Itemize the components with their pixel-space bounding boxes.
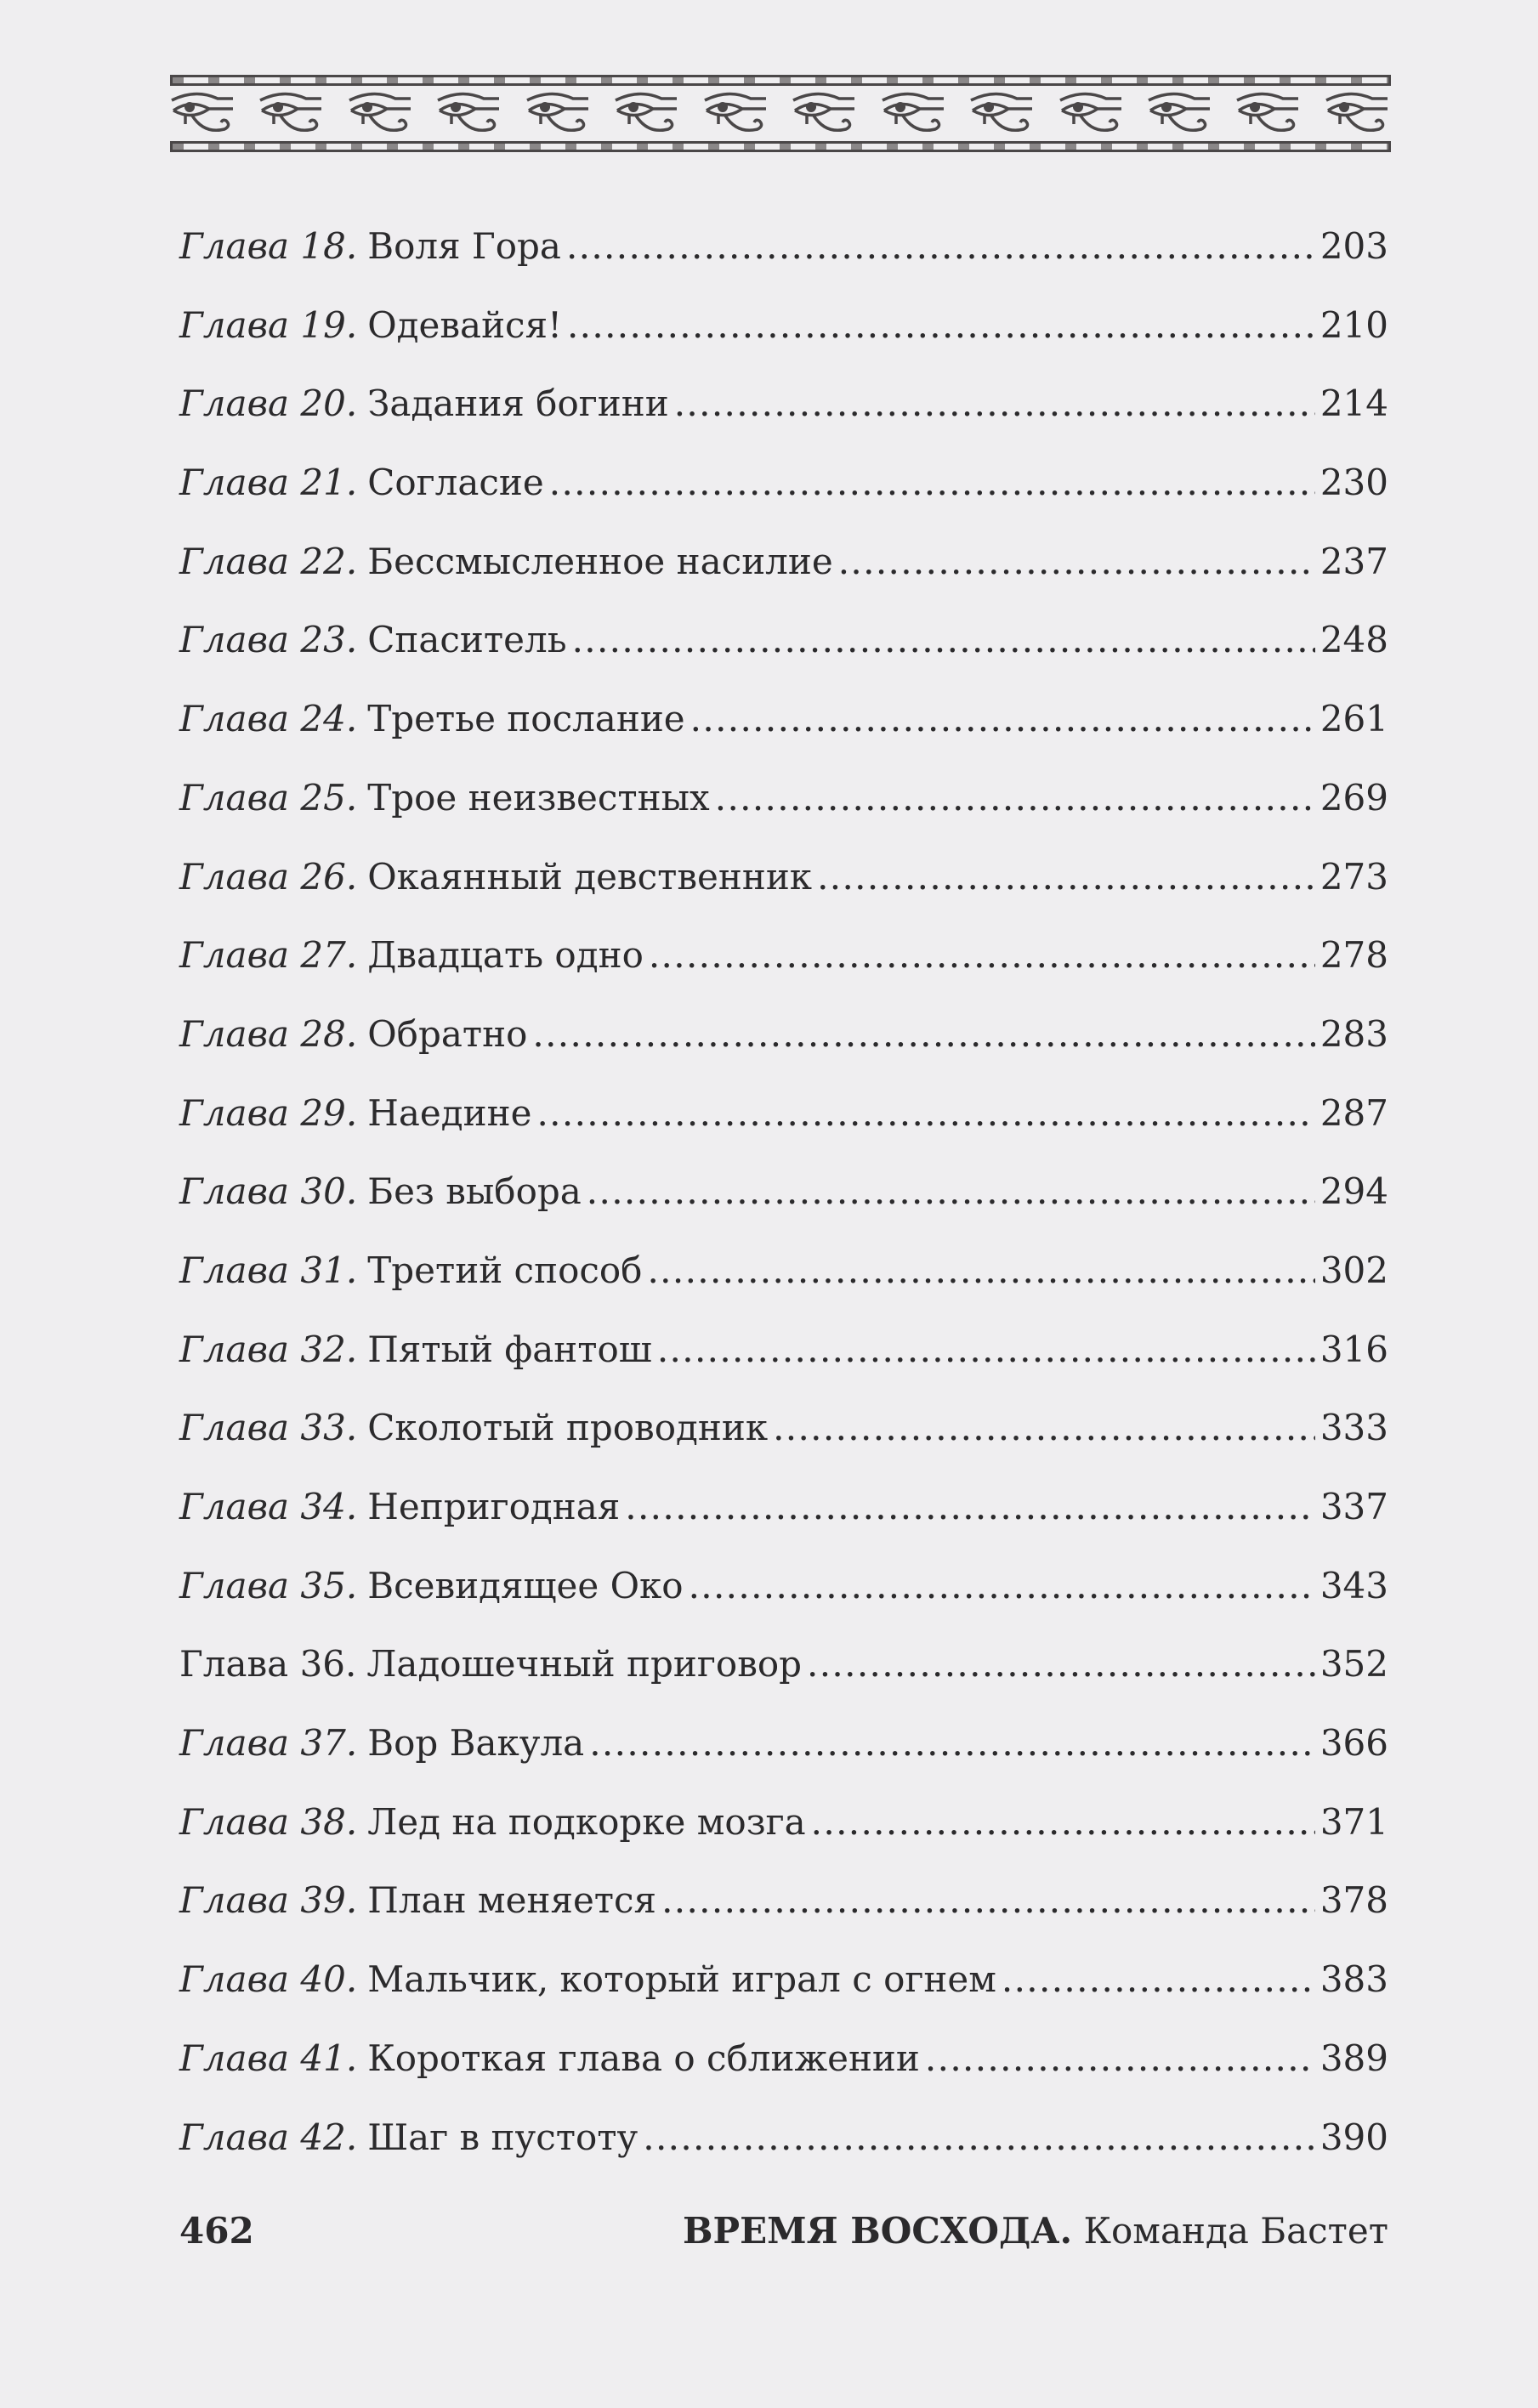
dot-leader — [661, 1879, 1315, 1921]
toc-entry — [179, 2116, 1388, 2196]
chapter-label: Глава 27. — [179, 934, 358, 977]
toc-entry — [179, 777, 1388, 856]
chapter-title: Окаянный девственник — [367, 855, 813, 898]
dot-leader — [690, 698, 1315, 739]
eye-of-horus-icon — [258, 90, 325, 139]
toc-entry — [179, 225, 1388, 304]
chapter-title: Двадцать одно — [367, 934, 644, 977]
dot-leader — [811, 1801, 1315, 1843]
chapter-title: Мальчик, который играл с огнем — [367, 1958, 996, 2001]
chapter-page: 333 — [1320, 1407, 1388, 1449]
toc-entry — [179, 856, 1388, 935]
chapter-label: Глава 38. — [179, 1800, 358, 1843]
chapter-label: Глава 30. — [179, 1170, 358, 1213]
book-title: ВРЕМЯ ВОСХОДА. — [683, 2210, 1073, 2252]
toc-entry — [179, 1486, 1388, 1565]
chapter-title: Трое неизвестных — [367, 776, 710, 819]
chapter-page: 269 — [1320, 776, 1388, 819]
chapter-label: Глава 34. — [179, 1486, 358, 1527]
chapter-page: 352 — [1320, 1643, 1388, 1686]
table-of-contents — [179, 225, 1388, 2195]
chapter-title: Третье послание — [367, 698, 685, 740]
dot-leader — [817, 856, 1315, 898]
toc-entry — [179, 1249, 1388, 1329]
chapter-title: Наедине — [367, 1091, 532, 1134]
toc-entry — [179, 1565, 1388, 1644]
chapter-page: 203 — [1320, 225, 1388, 267]
chapter-page: 366 — [1320, 1722, 1388, 1765]
dot-leader — [1002, 1958, 1315, 2000]
toc-entry — [179, 1722, 1388, 1801]
chapter-title: Ладошечный приговор — [366, 1643, 803, 1686]
dot-leader — [689, 1565, 1315, 1606]
dot-leader — [649, 934, 1315, 976]
chapter-label: Глава 20. — [179, 382, 358, 425]
chapter-label: Глава 40. — [179, 1958, 358, 2001]
toc-entry — [179, 1879, 1388, 1958]
ornament-band-bottom — [170, 141, 1391, 152]
toc-entry — [179, 1407, 1388, 1486]
toc-entry — [179, 1958, 1388, 2037]
running-title — [683, 2210, 1388, 2252]
toc-entry — [179, 1329, 1388, 1408]
chapter-title: Бессмысленное насилие — [367, 540, 833, 582]
chapter-title: План меняется — [367, 1879, 657, 1922]
eye-of-horus-icon — [703, 90, 769, 139]
chapter-page: 237 — [1320, 540, 1388, 582]
chapter-title: Короткая глава о сближении — [367, 2037, 920, 2079]
toc-entry — [179, 1013, 1388, 1092]
chapter-title: Задания богини — [367, 382, 669, 425]
chapter-page: 283 — [1320, 1012, 1388, 1055]
chapter-label: Глава 42. — [179, 2116, 358, 2158]
page-footer — [179, 2210, 1388, 2252]
chapter-page: 316 — [1320, 1328, 1388, 1370]
eye-of-horus-icon — [614, 90, 680, 139]
chapter-page: 389 — [1320, 2037, 1388, 2079]
toc-entry — [179, 619, 1388, 698]
toc-entry — [179, 304, 1388, 383]
dot-leader — [587, 1170, 1315, 1212]
chapter-page: 261 — [1320, 698, 1388, 740]
chapter-page: 302 — [1320, 1249, 1388, 1291]
eye-of-horus-icon — [1058, 90, 1125, 139]
chapter-label: Глава 26. — [179, 855, 358, 898]
dot-leader — [572, 619, 1315, 660]
toc-entry — [179, 1092, 1388, 1171]
toc-entry — [179, 934, 1388, 1013]
eye-of-horus-icon — [348, 90, 414, 139]
dot-leader — [643, 2116, 1315, 2158]
toc-entry — [179, 1801, 1388, 1880]
chapter-title: Пятый фантош — [367, 1328, 652, 1370]
chapter-title: Сколотый проводник — [367, 1407, 769, 1449]
chapter-title: Непригодная — [367, 1486, 621, 1527]
toc-entry — [179, 1643, 1388, 1722]
chapter-title: Лед на подкорке мозга — [367, 1800, 806, 1843]
chapter-title: Третий способ — [367, 1249, 643, 1291]
dot-leader — [773, 1407, 1315, 1448]
dot-leader — [536, 1092, 1314, 1134]
chapter-label: Глава 35. — [179, 1564, 358, 1606]
header-ornament — [170, 75, 1391, 151]
chapter-page: 214 — [1320, 382, 1388, 425]
series-title: Команда Бастет — [1083, 2210, 1388, 2252]
chapter-label: Глава 31. — [179, 1249, 358, 1291]
dot-leader — [838, 541, 1315, 582]
eye-of-horus-icon — [792, 90, 858, 139]
chapter-page: 390 — [1320, 2116, 1388, 2158]
chapter-label: Глава 25. — [179, 776, 358, 819]
chapter-label: Глава 18. — [179, 225, 358, 267]
chapter-title: Обратно — [367, 1012, 528, 1055]
chapter-label: Глава 33. — [179, 1407, 358, 1449]
chapter-page: 371 — [1320, 1800, 1388, 1843]
toc-entry — [179, 462, 1388, 541]
chapter-label: Глава 37. — [179, 1722, 358, 1765]
chapter-label: Глава 36. — [179, 1643, 357, 1686]
chapter-label: Глава 29. — [179, 1091, 358, 1134]
chapter-page: 337 — [1320, 1486, 1388, 1527]
dot-leader — [925, 2037, 1315, 2079]
dot-leader — [532, 1013, 1314, 1055]
chapter-page: 248 — [1320, 619, 1388, 661]
chapter-title: Одевайся! — [367, 303, 562, 346]
chapter-page: 278 — [1320, 934, 1388, 977]
dot-leader — [589, 1722, 1315, 1764]
chapter-page: 287 — [1320, 1091, 1388, 1134]
chapter-page: 378 — [1320, 1879, 1388, 1922]
page-number: 462 — [179, 2210, 254, 2252]
chapter-label: Глава 32. — [179, 1328, 358, 1370]
chapter-label: Глава 23. — [179, 619, 358, 661]
chapter-title: Без выбора — [367, 1170, 582, 1213]
eye-of-horus-icon — [1147, 90, 1213, 139]
toc-entry — [179, 698, 1388, 777]
dot-leader — [566, 225, 1315, 267]
chapter-label: Глава 41. — [179, 2037, 358, 2079]
eye-of-horus-icon — [881, 90, 947, 139]
dot-leader — [567, 304, 1315, 346]
eye-row — [170, 90, 1391, 139]
eye-of-horus-icon — [525, 90, 592, 139]
ornament-band-top — [170, 75, 1391, 86]
chapter-label: Глава 22. — [179, 540, 358, 582]
toc-entry — [179, 382, 1388, 462]
chapter-label: Глава 24. — [179, 698, 358, 740]
toc-entry — [179, 2037, 1388, 2116]
eye-of-horus-icon — [1235, 90, 1302, 139]
eye-of-horus-icon — [969, 90, 1036, 139]
eye-of-horus-icon — [1325, 90, 1391, 139]
dot-leader — [715, 777, 1315, 819]
dot-leader — [657, 1329, 1315, 1370]
dot-leader — [674, 382, 1315, 424]
chapter-title: Всевидящее Око — [367, 1564, 684, 1606]
chapter-label: Глава 21. — [179, 462, 358, 504]
chapter-label: Глава 19. — [179, 303, 358, 346]
toc-entry — [179, 1170, 1388, 1249]
chapter-page: 383 — [1320, 1958, 1388, 2001]
chapter-title: Шаг в пустоту — [367, 2116, 638, 2158]
dot-leader — [625, 1486, 1315, 1527]
chapter-page: 230 — [1320, 462, 1388, 504]
dot-leader — [549, 462, 1315, 503]
chapter-label: Глава 39. — [179, 1879, 358, 1922]
eye-of-horus-icon — [436, 90, 502, 139]
chapter-title: Спаситель — [367, 619, 567, 661]
chapter-page: 294 — [1320, 1170, 1388, 1213]
toc-entry — [179, 541, 1388, 620]
dot-leader — [647, 1249, 1314, 1291]
dot-leader — [807, 1643, 1315, 1685]
chapter-title: Вор Вакула — [367, 1722, 585, 1765]
chapter-label: Глава 28. — [179, 1012, 358, 1055]
chapter-title: Воля Гора — [367, 225, 561, 267]
chapter-title: Согласие — [367, 462, 544, 504]
chapter-page: 210 — [1320, 303, 1388, 346]
chapter-page: 273 — [1320, 855, 1388, 898]
eye-of-horus-icon — [170, 90, 236, 139]
chapter-page: 343 — [1320, 1564, 1388, 1606]
